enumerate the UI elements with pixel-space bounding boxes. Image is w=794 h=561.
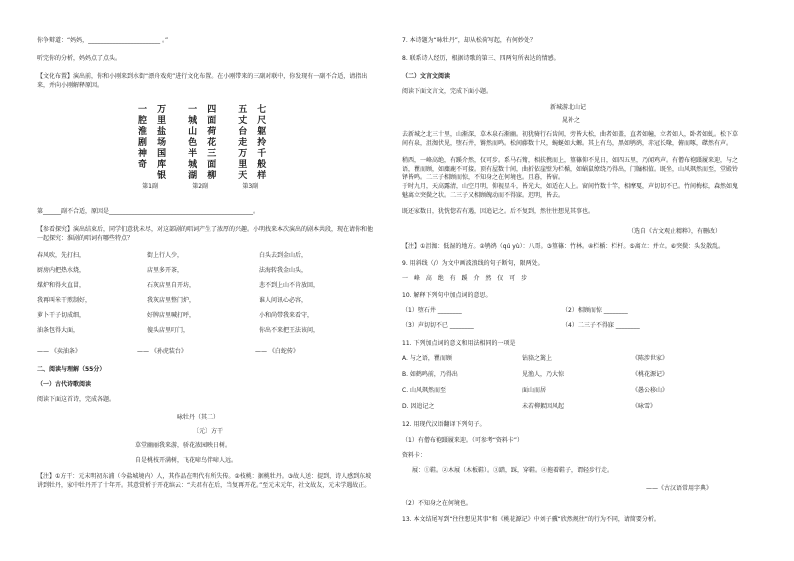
rhyme-cell: 煤炉和得火直冒， <box>37 282 86 289</box>
question-10: 10. 解释下列句中加点词的意思。 <box>402 292 492 299</box>
rhyme-cell: 我灰店里整门炉， <box>147 297 196 304</box>
couplet-1-line-1: 一腔淮剧神奇 <box>136 104 147 170</box>
q11-a-1: A. 与之语，瞿而顾 <box>402 355 452 362</box>
q11-b-source: 《桃花源记》 <box>632 371 669 378</box>
poetry-instruction: 阅读下面这首诗，完成各题。 <box>37 396 116 403</box>
essay-paragraph-4: 既还家数日，犹恍惚若有遇，因追记之。后不复到，然往往想见其事也。 <box>402 208 595 215</box>
question-7: 7. 本诗题为“咏牡丹”，却从松荷写起，有何妙处？ <box>402 37 536 44</box>
right-column <box>402 0 762 561</box>
question-9: 9. 用斜线（/）为文中画波浪线的句子断句，限两处。 <box>402 260 544 267</box>
mom-nods-line: 听完你的分析，妈妈点了点头。 <box>37 55 122 62</box>
couplet-1 <box>134 104 166 192</box>
q11-c-source: 《愚公移山》 <box>632 387 669 394</box>
culture-layout-prompt: 【文化布置】演出前，你和小刚来到水街“漂舟戏苑”进行文化布置。在小刚带来的三副对联中，你发现有一副不合适，请指出来，并向小刚解释原因。 <box>37 73 368 89</box>
rhyme-cell: 法海转我金山头， <box>259 267 308 274</box>
essay-paragraph-2: 稍西，一峰高绝，有蹊介然，仅可步。系马石觜，相扶携而上，篁篠仰不见日，如四五里，乃闻鸡声。有僧布袍蹑履来迎，与之语，瞿而顾，如麋鹿不可接。顶有屋数十间，曲折依崖壁为栏楯，如蜗鼠缭绕乃得出，门牖相值。既坐，山风飒然而至，堂殿铃铎皆鸣。二三子相顾而惊，不知身之在何境也。且暮，皆宿。 <box>402 157 739 182</box>
couplet-3-line-1: 五丈台走万里天 <box>236 104 247 181</box>
rhyme-cell: 悲不到上山不肯放回， <box>259 282 320 289</box>
rhyme-cell: 厨房内把热水烧， <box>37 267 86 274</box>
q10-item-2: （2）相顾而惊 ________ <box>562 307 628 314</box>
q11-c-1: C. 山风飒然而至 <box>402 387 447 394</box>
couplet-2-label: 第2副 <box>192 183 209 190</box>
q11-b-2: 见渔人，乃大惊 <box>522 371 565 378</box>
essay-paragraph-3: 于时九月，天高露清，山空月明，仰视星斗，皆光大，如适在人上。窗间竹数十竿，相摩戛，声切切不已。竹间梅棕，森然如鬼魅离立突鬓之状。二三子又相顾魄动而不得寐。迟明，皆去。 <box>402 183 739 199</box>
source-2: —— 《孙虎装台》 <box>137 348 187 355</box>
couplet-3 <box>234 104 266 192</box>
rhyme-cell: 白头去到金山后， <box>259 252 308 259</box>
rhyme-cell: 你出不来把王法该问， <box>259 327 320 334</box>
q12-item-1: （1）有僧布袍蹑履来迎。（可参考“资料卡”） <box>402 437 524 444</box>
couplet-2-line-1: 一城山色半城湖 <box>186 104 197 181</box>
essay-notes: 【注】①沮洳：低湿的地方。②鸲鹆（qú yù）：八哥。③篁篠：竹林。④栏楯：栏杆。⑤离立：并立。⑥突鬓：头发散乱。 <box>402 243 725 250</box>
couplet-1-label: 第1副 <box>142 183 158 190</box>
q11-a-source: 《陈涉世家》 <box>632 355 669 362</box>
question-8: 8. 联系诗人经历，根据诗歌的第三、四两句所表达的情感。 <box>402 55 560 62</box>
info-card-source: ——《古汉语常用字典》 <box>646 485 713 492</box>
couplet-2-line-2: 四面荷花三面柳 <box>205 104 216 181</box>
q11-c-2: 面山而居 <box>522 387 547 394</box>
poem-line-2: 自是桃枝开满树，飞花啼鸟伴啼人远。 <box>135 457 238 464</box>
q11-d-1: D. 因追记之 <box>402 403 435 410</box>
poem-notes: 【注】①方干：元末明初东浦（今盐城境内）人，其作品在明代有所失传。②枝桃：据桃牡丹。③故人送：提到，诗人感到东坡讲到牡丹，家中牡丹开了十年开。其意赏析于开花缤云：“夫君有在后，当复再开花。”至元末元年，社文故友，元末学遇故正。 <box>37 473 372 489</box>
classical-subheading: （二）文言文阅读 <box>402 73 451 80</box>
section-two-heading: 二、阅读与理解（55分） <box>37 366 106 373</box>
explore-prompt: 【参看探究】演出结束后，同学们意犹未尽，对这部剧的唱词产生了浓厚的兴趣。小明找来本次演出的剧本共段，现在请你和他一起探究：淮剧的唱词有哪些特点？ <box>37 226 374 242</box>
q11-b-1: B. 如鹤鸣前，乃得出 <box>402 371 458 378</box>
rhyme-cell: 好牌店里喊打呼， <box>147 312 196 319</box>
poetry-subheading: （一）古代诗歌阅读 <box>37 381 92 388</box>
rhyme-cell: 油条包得大面， <box>37 327 80 334</box>
rhyme-cell: 石灰店里自开坊， <box>147 282 196 289</box>
q12-item-2: （2）不知身之在何境也。 <box>402 500 472 507</box>
couplet-3-label: 第3副 <box>242 183 259 190</box>
left-column <box>37 0 397 561</box>
answer-line: 第______副不合适，原因是________________________________________________。 <box>37 208 260 215</box>
source-1: —— 《卖油条》 <box>37 348 81 355</box>
question-12: 12. 用现代汉语翻译下列句子。 <box>402 421 486 428</box>
couplet-3-line-2: 七尺躯拎千般样 <box>255 104 266 181</box>
q10-item-1: （1）堕石井 ________ <box>402 307 462 314</box>
rhyme-cell: 谁人问讯心必容， <box>259 297 308 304</box>
rhyme-cell: 店里多开茶， <box>147 267 184 274</box>
poem-author: 〔元〕方干 <box>193 428 224 435</box>
essay-title: 新城游北山记 <box>550 104 587 111</box>
rhyme-cell: 小和尚带我来看守， <box>259 312 314 319</box>
essay-author: 晁补之 <box>562 117 581 124</box>
couplets-group <box>134 104 266 192</box>
info-card-content: 屐：①鞋。②木屐（木板鞋）。③踏，踩，穿鞋。④拖着鞋子，谓轻步行走。 <box>412 467 614 474</box>
q11-d-2: 未若柳絮因风起 <box>522 403 565 410</box>
couplet-1-line-2: 万里盐场国库银 <box>155 104 166 181</box>
couplet-2 <box>184 104 216 192</box>
q10-item-3: （3）声切切不已 ________ <box>402 322 474 329</box>
sentence-to-punctuate: 一 峰 高 绝 有 蹊 介 然 仅 可 步 <box>402 275 530 282</box>
argue-line: 你争辩道：“妈妈，________________________ 。” <box>37 37 169 44</box>
question-13: 13. 本文结尾写到“往往想见其事”和《桃花源记》中刘子骥“欣然规往”的行为不同，请简要分析。 <box>402 516 660 523</box>
essay-paragraph-1: 去新城之北三十里，山渐深，草木泉石渐幽。初犹骑行石齿间，旁皆大松，曲者如盖，直者如幢，立者如人，卧者如虬。松下草间有泉，沮洳伏见，堕石井，锵然而鸣。松间藤数十尺，蜿蜒如大螈。其上有鸟，黑如鸲鹆，赤冠长喙，俯而啄，磔然有声。 <box>402 131 739 147</box>
source-3: —— 《白蛇传》 <box>255 348 299 355</box>
q11-d-source: 《咏雪》 <box>632 403 657 410</box>
poem-line-1: 草堂幽丽我来游，骄花浓园映日树。 <box>135 442 232 449</box>
essay-source: （选自《古文观止精粹》，有删改） <box>628 228 722 235</box>
classical-instruction: 阅读下面文言文，完成下面小题。 <box>402 88 493 95</box>
rhyme-cell: 春风吹，先打扫， <box>37 252 86 259</box>
question-11: 11. 下列加点词的意义和用法相同的一项是 <box>402 340 516 347</box>
poem-title: 咏牡丹（其二） <box>177 414 220 421</box>
q10-item-4: （4）二三子不得寐 ________ <box>562 322 640 329</box>
rhyme-cell: 街上行人少， <box>147 252 184 259</box>
rhyme-cell: 我再叫米干煎制好， <box>37 297 92 304</box>
info-card-label: 资料卡： <box>402 452 427 459</box>
rhyme-cell: 萝卜干子切成细， <box>37 312 86 319</box>
rhymes-table <box>37 252 377 342</box>
rhyme-cell: 傻头店里叮门， <box>147 327 190 334</box>
q11-a-2: 钻貉之篱上 <box>522 355 553 362</box>
